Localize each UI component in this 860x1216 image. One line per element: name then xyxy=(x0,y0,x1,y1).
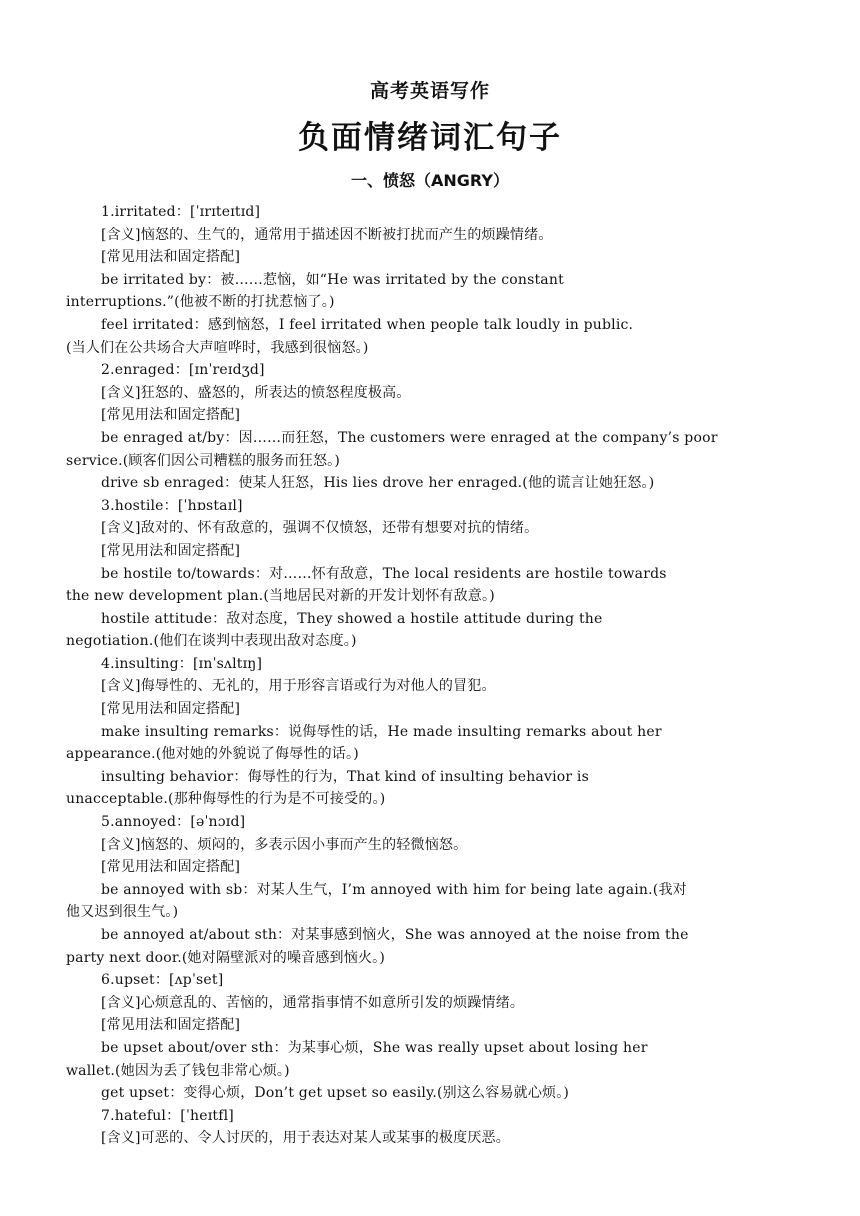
text-line: [含义]恼怒的、烦闷的，多表示因小事而产生的轻微恼怒。 xyxy=(101,836,468,853)
text-line: [常见用法和固定搭配] xyxy=(101,407,241,424)
text-line: be irritated by：被……惹恼，如“He was irritated by the constant xyxy=(101,271,564,288)
text-line: wallet.(她因为丢了钱包非常心烦。) xyxy=(66,1062,290,1079)
text-line: (当人们在公共场合大声喧哗时，我感到很恼怒。) xyxy=(66,339,369,356)
text-line: [含义]狂怒的、盛怒的，所表达的愤怒程度极高。 xyxy=(101,384,411,401)
text-line: [常见用法和固定搭配] xyxy=(101,1017,241,1034)
text-line: service.(顾客们因公司糟糕的服务而狂怒。) xyxy=(66,452,341,469)
text-line: [常见用法和固定搭配] xyxy=(101,701,241,718)
text-line: 1.irritated：[ˈɪrɪteɪtɪd] xyxy=(101,204,261,220)
section-heading: 一、愤怒（ANGRY） xyxy=(351,171,509,190)
text-line: [含义]侮辱性的、无礼的，用于形容言语或行为对他人的冒犯。 xyxy=(101,678,496,695)
text-line: interruptions.”(他被不断的打扰惹恼了。) xyxy=(66,294,335,311)
document-main-title: 负面情绪词汇句子 xyxy=(298,120,562,156)
text-line: 7.hateful：[ˈheɪtfl] xyxy=(101,1107,234,1124)
text-line: [含义]心烦意乱的、苦恼的，通常指事情不如意所引发的烦躁情绪。 xyxy=(101,994,525,1011)
text-line: 3.hostile：[ˈhɒstaɪl] xyxy=(101,497,243,514)
text-line: [常见用法和固定搭配] xyxy=(101,542,241,559)
text-line: 2.enraged：[ɪnˈreɪdʒd] xyxy=(101,362,265,379)
text-line: 5.annoyed：[əˈnɔɪd] xyxy=(101,814,246,831)
text-line: party next door.(她对隔壁派对的噪音感到恼火。) xyxy=(66,949,386,966)
text-line: make insulting remarks：说侮辱性的话，He made insulting remarks about her xyxy=(101,723,662,740)
text-line: [含义]恼怒的、生气的，通常用于描述因不断被打扰而产生的烦躁情绪。 xyxy=(101,226,553,243)
text-line: the new development plan.(当地居民对新的开发计划怀有敌意。) xyxy=(66,588,495,605)
text-line: feel irritated：感到恼怒，I feel irritated when people talk loudly in public. xyxy=(101,316,634,333)
text-line: 他又迟到很生气。) xyxy=(66,904,179,921)
text-line: [含义]可恶的、令人讨厌的，用于表达对某人或某事的极度厌恶。 xyxy=(101,1130,510,1147)
document-body xyxy=(66,201,796,1150)
text-line: be hostile to/towards：对……怀有敌意，The local residents are hostile towards xyxy=(101,565,667,582)
text-line: insulting behavior：侮辱性的行为，That kind of insulting behavior is xyxy=(101,768,589,785)
document-top-title: 高考英语写作 xyxy=(369,80,490,102)
text-line: drive sb enraged：使某人狂怒，His lies drove her enraged.(他的谎言让她狂怒。) xyxy=(101,475,655,492)
text-line: [常见用法和固定搭配] xyxy=(101,859,241,876)
text-line: be annoyed with sb：对某人生气，I’m annoyed with him for being late again.(我对 xyxy=(101,881,687,898)
text-line: appearance.(他对她的外貌说了侮辱性的话。) xyxy=(66,746,359,763)
text-line: be enraged at/by：因……而狂怒，The customers were enraged at the company’s poor xyxy=(101,429,718,446)
text-line: 6.upset：[ʌpˈset] xyxy=(101,972,224,989)
text-line: [含义]敌对的、怀有敌意的，强调不仅愤怒，还带有想要对抗的情绪。 xyxy=(101,520,539,537)
text-line: be upset about/over sth：为某事心烦，She was really upset about losing her xyxy=(101,1039,648,1056)
text-line: hostile attitude：敌对态度，They showed a hostile attitude during the xyxy=(101,610,603,627)
text-line: negotiation.(他们在谈判中表现出敌对态度。) xyxy=(66,633,357,650)
text-line: 4.insulting：[ɪnˈsʌltɪŋ] xyxy=(101,655,263,672)
text-line: get upset：变得心烦，Don’t get upset so easily.(别这么容易就心烦。) xyxy=(101,1085,570,1102)
text-line: [常见用法和固定搭配] xyxy=(101,249,241,266)
text-line: unacceptable.(那种侮辱性的行为是不可接受的。) xyxy=(66,791,386,808)
text-line: be annoyed at/about sth：对某事感到恼火，She was annoyed at the noise from the xyxy=(101,927,689,943)
